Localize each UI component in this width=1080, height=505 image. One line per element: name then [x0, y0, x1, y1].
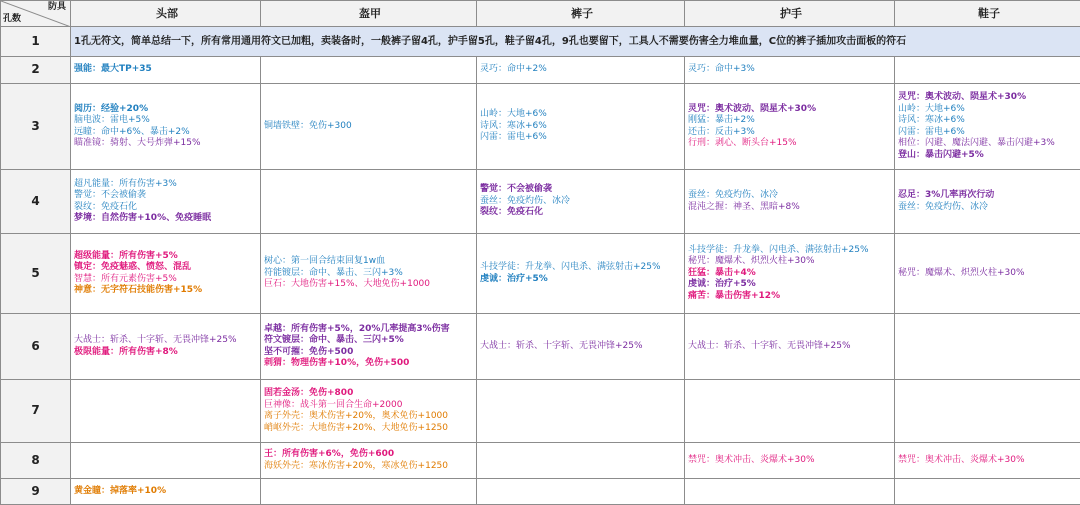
- rune-entry: 裂纹：免疫石化: [480, 207, 544, 218]
- rune-entry: 灵巧：命中+3%: [688, 64, 755, 75]
- col-header-head: 头部: [71, 1, 261, 27]
- rune-entry: 诗风：寒冰+6%: [480, 120, 547, 131]
- rune-cell-armor: [261, 170, 477, 234]
- rune-entry: 镇定：免疫魅惑、愤怒、混乱: [74, 262, 192, 272]
- rune-cell-head: [71, 314, 261, 380]
- table-row: [1, 27, 1080, 57]
- rune-entry: 闪雷：雷电+6%: [898, 126, 965, 137]
- rune-cell-armor: [261, 84, 477, 170]
- rune-entry: 禁咒：奥术冲击、炎爆术+30%: [898, 454, 1025, 465]
- rune-cell-shoes: [895, 170, 1080, 234]
- rune-cell-shoes: [895, 443, 1080, 479]
- rune-cell-gloves: [685, 170, 895, 234]
- summary-note: 1孔无符文，简单总结一下，所有常用通用符文已加粗，卖装备时，一般裤子留4孔，护手留5孔，鞋子留4孔，9孔也要留下，工具人不需要伤害全力堆血量，C位的裤子插加攻击面板的符石: [71, 27, 1080, 57]
- table-row: [1, 443, 1080, 479]
- rune-cell-armor: [261, 380, 477, 443]
- rune-entry: 相位：闪避、魔法闪避、暴击闪避+3%: [898, 138, 1055, 148]
- rune-cell-head: [71, 479, 261, 505]
- rune-cell-gloves: [685, 314, 895, 380]
- slot-count-cell: 3: [1, 84, 71, 170]
- rune-cell-head: [71, 84, 261, 170]
- col-header-pants: 裤子: [477, 1, 685, 27]
- rune-entry: 大战士：斩杀、十字斩、无畏冲锋+25%: [74, 335, 237, 345]
- col-header-shoes: 鞋子: [895, 1, 1080, 27]
- rune-entry: 裂纹：免疫石化: [74, 201, 138, 212]
- corner-top-label: 防具: [47, 2, 66, 12]
- rune-entry: 神意：无字符石技能伤害+15%: [74, 285, 203, 295]
- rune-cell-head: [71, 380, 261, 443]
- rune-cell-gloves: [685, 57, 895, 84]
- rune-entry: 峭岖外壳：大地伤害+20%、大地免伤+1250: [264, 422, 448, 433]
- rune-entry: 海妖外壳：寒冰伤害+20%，寒冰免伤+1250: [264, 460, 448, 471]
- rune-entry: 秘咒：魔爆术、炽烈火柱+30%: [688, 256, 815, 267]
- rune-entry: 超级能量：所有伤害+5%: [74, 250, 178, 261]
- rune-cell-pants: [477, 479, 685, 505]
- rune-entry: 符能镀层：命中、暴击、三闪+3%: [264, 267, 403, 278]
- rune-entry: 智慧：所有元素伤害+5%: [74, 273, 177, 284]
- slot-count-cell: 2: [1, 57, 71, 84]
- rune-cell-armor: [261, 479, 477, 505]
- rune-entry: 坚不可摧：免伤+500: [264, 346, 354, 357]
- rune-entry: 禁咒：奥术冲击、炎爆术+30%: [688, 454, 815, 465]
- slot-count-cell: 1: [1, 27, 71, 57]
- rune-entry: 秘咒：魔爆术、炽烈火柱+30%: [898, 267, 1025, 278]
- rune-entry: 巨神像：战斗第一回合生命+2000: [264, 399, 403, 410]
- rune-entry: 强能：最大TP+35: [74, 64, 152, 75]
- slot-count-cell: 8: [1, 443, 71, 479]
- rune-cell-pants: [477, 443, 685, 479]
- corner-bottom-label: 孔数: [3, 13, 22, 24]
- rune-cell-armor: [261, 314, 477, 380]
- rune-cell-shoes: [895, 84, 1080, 170]
- rune-entry: 斗技学徒：升龙拳、闪电杀、满弦射击+25%: [480, 262, 661, 272]
- rune-entry: 蚕丝：免疫灼伤、冰冷: [688, 190, 779, 200]
- rune-entry: 山岭：大地+6%: [898, 103, 965, 114]
- rune-cell-shoes: [895, 314, 1080, 380]
- rune-cell-head: [71, 170, 261, 234]
- rune-entry: 登山：暴击闪避+5%: [898, 149, 984, 160]
- rune-entry: 警觉：不会被偷袭: [480, 184, 553, 195]
- header-row: [1, 1, 1080, 27]
- rune-entry: 梦境：自然伤害+10%、免疫睡眠: [74, 213, 212, 223]
- rune-entry: 刚猛：暴击+2%: [688, 115, 755, 125]
- rune-entry: 树心：第一回合结束回复1w血: [264, 256, 386, 267]
- rune-entry: 远瞳：命中+6%、暴击+2%: [74, 126, 190, 137]
- rune-entry: 极限能量：所有伤害+8%: [74, 346, 178, 357]
- rune-cell-armor: [261, 234, 477, 314]
- table-row: [1, 314, 1080, 380]
- slot-count-cell: 7: [1, 380, 71, 443]
- table-row: [1, 479, 1080, 505]
- rune-entry: 阅历：经验+20%: [74, 103, 149, 114]
- rune-cell-pants: [477, 84, 685, 170]
- rune-entry: 离子外壳：奥术伤害+20%，奥术免伤+1000: [264, 411, 448, 421]
- rune-cell-shoes: [895, 380, 1080, 443]
- rune-cell-gloves: [685, 380, 895, 443]
- table-row: [1, 84, 1080, 170]
- rune-entry: 黄金瞳：掉落率+10%: [74, 485, 167, 496]
- rune-entry: 灵咒：奥术波动、陨星术+30%: [898, 92, 1027, 102]
- rune-entry: 灵咒：奥术波动、陨星术+30%: [688, 103, 817, 114]
- rune-entry: 行刑：剥心、断头台+15%: [688, 138, 797, 148]
- rune-cell-pants: [477, 170, 685, 234]
- slot-count-cell: 9: [1, 479, 71, 505]
- rune-cell-shoes: [895, 57, 1080, 84]
- rune-entry: 符文镀层：命中、暴击、三闪+5%: [264, 335, 404, 345]
- rune-cell-pants: [477, 234, 685, 314]
- rune-entry: 巨石：大地伤害+15%、大地免伤+1000: [264, 279, 430, 290]
- rune-entry: 刺猬：物理伤害+10%，免伤+500: [264, 358, 410, 368]
- rune-entry: 斗技学徒：升龙拳、闪电杀、满弦射击+25%: [688, 244, 869, 255]
- rune-entry: 铜墙铁壁：免伤+300: [264, 120, 352, 131]
- rune-cell-shoes: [895, 234, 1080, 314]
- slot-count-cell: 6: [1, 314, 71, 380]
- col-header-armor: 盔甲: [261, 1, 477, 27]
- col-header-gloves: 护手: [685, 1, 895, 27]
- slot-count-cell: 4: [1, 170, 71, 234]
- rune-cell-head: [71, 443, 261, 479]
- rune-entry: 瞄准镜：骑射、大号炸弹+15%: [74, 138, 201, 148]
- rune-entry: 王：所有伤害+6%，免伤+600: [264, 449, 395, 459]
- rune-entry: 大战士：斩杀、十字斩、无畏冲锋+25%: [688, 340, 851, 351]
- rune-cell-gloves: [685, 234, 895, 314]
- rune-entry: 山岭：大地+6%: [480, 109, 547, 120]
- rune-entry: 还击：反击+3%: [688, 126, 755, 137]
- rune-entry: 诗风：寒冰+6%: [898, 115, 965, 125]
- rune-entry: 超凡能量：所有伤害+3%: [74, 178, 177, 189]
- rune-cell-shoes: [895, 479, 1080, 505]
- rune-entry: 狂猛：暴击+4%: [688, 267, 756, 278]
- rune-entry: 灵巧：命中+2%: [480, 64, 547, 75]
- table-row: [1, 170, 1080, 234]
- table-row: [1, 380, 1080, 443]
- rune-entry: 虔诚：治疗+5%: [480, 273, 548, 284]
- table-row: [1, 57, 1080, 84]
- rune-entry: 混沌之握：神圣、黑暗+8%: [688, 201, 800, 212]
- rune-entry: 警觉：不会被偷袭: [74, 190, 147, 200]
- rune-cell-armor: [261, 57, 477, 84]
- table-row: [1, 234, 1080, 314]
- rune-cell-head: [71, 234, 261, 314]
- rune-cell-pants: [477, 57, 685, 84]
- rune-entry: 闪雷：雷电+6%: [480, 132, 547, 143]
- corner-cell: [1, 1, 71, 27]
- rune-entry: 固若金汤：免伤+800: [264, 388, 354, 398]
- rune-cell-head: [71, 57, 261, 84]
- rune-entry: 卓越：所有伤害+5%，20%几率提高3%伤害: [264, 323, 450, 334]
- rune-entry: 忍足：3%几率再次行动: [898, 190, 995, 200]
- rune-cell-armor: [261, 443, 477, 479]
- rune-cell-pants: [477, 314, 685, 380]
- rune-entry: 虔诚：治疗+5%: [688, 279, 756, 290]
- slot-count-cell: 5: [1, 234, 71, 314]
- rune-entry: 蚕丝：免疫灼伤、冰冷: [898, 201, 989, 212]
- rune-entry: 蚕丝：免疫灼伤、冰冷: [480, 195, 571, 206]
- rune-cell-gloves: [685, 479, 895, 505]
- rune-entry: 大战士：斩杀、十字斩、无畏冲锋+25%: [480, 340, 643, 351]
- rune-cell-gloves: [685, 443, 895, 479]
- rune-cell-pants: [477, 380, 685, 443]
- rune-cell-gloves: [685, 84, 895, 170]
- rune-entry: 脑电波：雷电+5%: [74, 115, 150, 125]
- rune-entry: 痛苦：暴击伤害+12%: [688, 290, 781, 301]
